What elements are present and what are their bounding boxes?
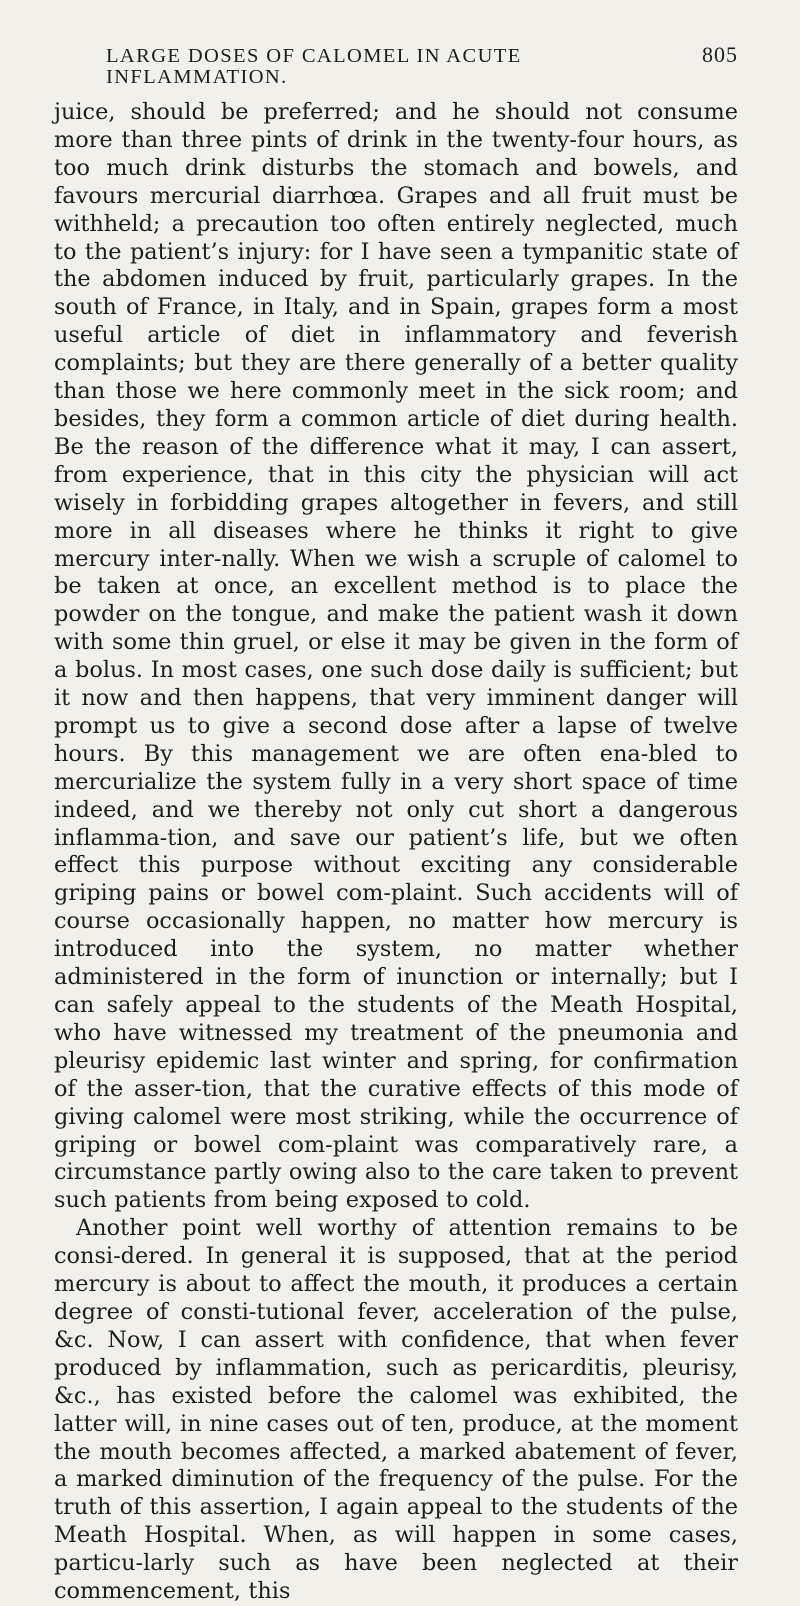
page-number: 805 bbox=[702, 42, 738, 67]
paragraph-continued: juice, should be preferred; and he should not consume more than three pints of drink in the twenty-four hours, as too much drink disturbs the stomach and bowels, and favours mercurial diarrhœa. Grapes and all fruit must be withheld; a precaution too often entirely neglected, much to the patient’s injury: for I have seen a tympanitic state of the abdomen induced by fruit, particularly grapes. In the south of France, in Italy, and in Spain, grapes form a most useful article of diet in inflammatory and feverish complaints; but they are there generally of a better quality than those we here commonly meet in the sick room; and besides, they form a common article of diet during health. Be the reason of the difference what it may, I can assert, from experience, that in this city the physician will act wisely in forbidding grapes altogether in fevers, and still more in all diseases where he thinks it right to give mercury inter-nally. When we wish a scruple of calomel to be taken at once, an excellent method is to place the powder on the tongue, and make the patient wash it down with some thin gruel, or else it may be given in the form of a bolus. In most cases, one such dose daily is sufficient; but it now and then happens, that very imminent danger will prompt us to give a second dose after a lapse of twelve hours. By this management we are often ena-bled to mercurialize the system fully in a very short space of time indeed, and we thereby not only cut short a dangerous inflamma-tion, and save our patient’s life, but we often effect this purpose without exciting any considerable griping pains or bowel com-plaint. Such accidents will of course occasionally happen, no matter how mercury is introduced into the system, no matter whether administered in the form of inunction or internally; but I can safely appeal to the students of the Meath Hospital, who have witnessed my treatment of the pneumonia and pleurisy epidemic last winter and spring, for confirmation of the asser-tion, that the curative effects of this mode of giving calomel were most striking, while the occurrence of griping or bowel com-plaint was comparatively rare, a circumstance partly owing also to the care taken to prevent such patients from being exposed to cold. bbox=[54, 99, 738, 1214]
running-head-title: LARGE DOSES OF CALOMEL IN ACUTE INFLAMMATION. bbox=[106, 45, 522, 88]
paragraph-next: Another point well worthy of attention remains to be consi-dered. In general it is supposed, that at the period mercury is about to affect the mouth, it produces a certain degree of consti-tutional fever, acceleration of the pulse, &c. Now, I can assert with confidence, that when fever produced by inflammation, such as pericarditis, pleurisy, &c., has existed before the calomel was exhibited, the latter will, in nine cases out of ten, produce, at the moment the mouth becomes affected, a marked abatement of fever, a marked diminution of the frequency of the pulse. For the truth of this assertion, I again appeal to the students of the Meath Hospital. When, as will happen in some cases, particu-larly such as have been neglected at their commencement, this bbox=[54, 1215, 738, 1605]
running-head bbox=[106, 44, 738, 87]
